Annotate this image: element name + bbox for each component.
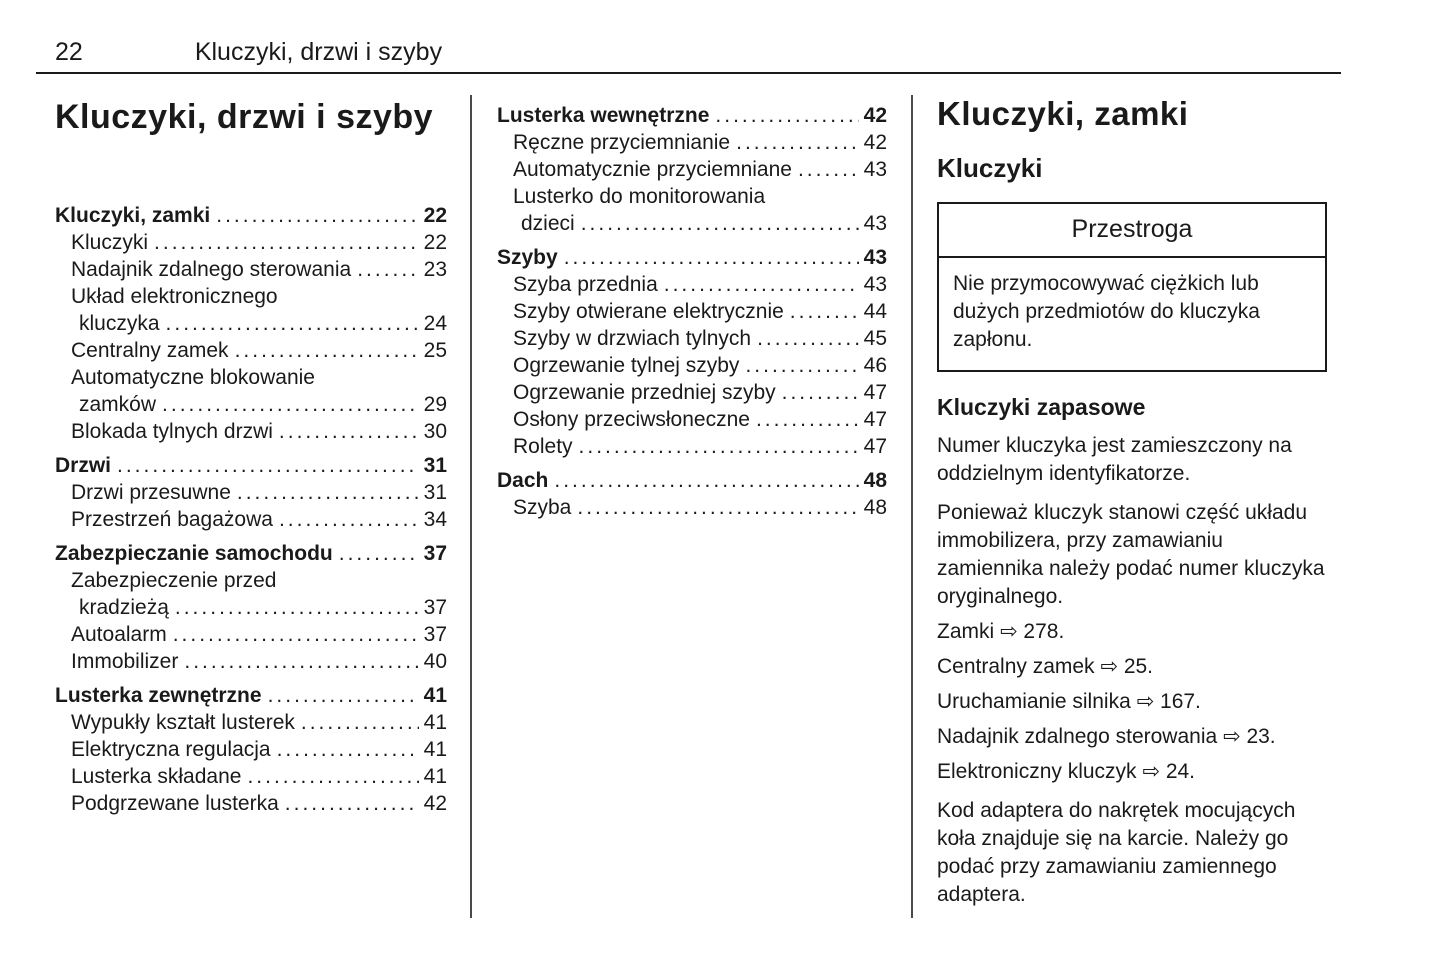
toc-entry-label: Lusterka wewnętrzne	[497, 104, 710, 127]
toc-entry-label-continued: kradzieżą	[79, 596, 169, 619]
toc-entry-page: 43	[863, 246, 887, 269]
toc-entry-page: 37	[423, 623, 447, 646]
dot-leader	[175, 594, 419, 621]
toc-entry-page: 48	[863, 496, 887, 519]
toc-entry[interactable]	[497, 102, 887, 129]
dot-leader	[564, 244, 859, 271]
toc-entry[interactable]	[55, 567, 447, 621]
toc-entry-label: Szyby	[497, 246, 558, 269]
toc-entry[interactable]	[497, 325, 887, 352]
toc-entry[interactable]	[55, 337, 447, 364]
toc-entry-label: Ręczne przyciemnianie	[513, 131, 731, 154]
toc-entry-page: 23	[423, 258, 447, 281]
cross-reference: Elektroniczny kluczyk ⇨ 24.	[937, 760, 1196, 783]
subsection-title: Kluczyki	[937, 153, 1043, 183]
body-paragraph: Numer kluczyka jest zamieszczony na oddzielnym identyfikatorze.	[937, 434, 1292, 485]
toc-entry-label: Szyba przednia	[513, 273, 658, 296]
toc-entry-page: 42	[863, 104, 887, 127]
toc-entry[interactable]	[55, 364, 447, 418]
cross-reference: Nadajnik zdalnego sterowania ⇨ 23.	[937, 725, 1276, 748]
toc-entry-page: 43	[863, 273, 887, 296]
chapter-heading: Kluczyki, drzwi i szyby	[55, 98, 434, 136]
dot-leader	[664, 271, 859, 298]
toc-entry-page: 37	[423, 596, 447, 619]
toc-entry[interactable]	[55, 283, 447, 337]
dot-leader	[581, 210, 859, 237]
toc-entry-label: Wypukły kształt lusterek	[71, 711, 295, 734]
toc-entry[interactable]	[497, 244, 887, 271]
toc-entry-label: Automatycznie przyciemniane	[513, 158, 792, 181]
toc-entry-label: Szyba	[513, 496, 572, 519]
toc-entry-page: 41	[423, 765, 447, 788]
toc-entry[interactable]	[55, 736, 447, 763]
dot-leader	[756, 406, 859, 433]
dot-leader	[782, 379, 859, 406]
toc-entry-page: 22	[423, 204, 447, 227]
subheading: Kluczyki zapasowe	[937, 394, 1146, 420]
toc-entry-page: 47	[863, 408, 887, 431]
toc-entry-page: 41	[423, 738, 447, 761]
table-of-contents	[55, 202, 447, 817]
toc-entry-page: 37	[423, 542, 447, 565]
cross-reference: Centralny zamek ⇨ 25.	[937, 655, 1154, 678]
toc-entry-label: Szyby otwierane elektrycznie	[513, 300, 784, 323]
dot-leader	[554, 467, 858, 494]
toc-entry-page: 41	[423, 711, 447, 734]
table-of-contents	[497, 102, 887, 521]
cross-reference: Uruchamianie silnika ⇨ 167.	[937, 690, 1201, 713]
toc-entry[interactable]	[497, 433, 887, 460]
toc-entry-page: 25	[423, 339, 447, 362]
toc-entry[interactable]	[55, 452, 447, 479]
toc-entry-label: Autoalarm	[71, 623, 167, 646]
toc-entry[interactable]	[55, 418, 447, 445]
toc-entry-label: Ogrzewanie tylnej szyby	[513, 354, 740, 377]
dot-leader	[173, 621, 419, 648]
toc-entry[interactable]	[497, 467, 887, 494]
toc-entry-label: Układ elektronicznego	[71, 285, 278, 308]
toc-entry[interactable]	[55, 506, 447, 533]
toc-entry[interactable]	[497, 183, 887, 237]
toc-entry[interactable]	[55, 682, 447, 709]
toc-entry[interactable]	[55, 202, 447, 229]
dot-leader	[237, 479, 419, 506]
dot-leader	[301, 709, 419, 736]
toc-entry[interactable]	[497, 298, 887, 325]
page-header	[55, 38, 442, 67]
dot-leader	[279, 506, 419, 533]
toc-entry-label: Blokada tylnych drzwi	[71, 420, 273, 443]
toc-entry-label: Kluczyki, zamki	[55, 204, 211, 227]
toc-entry[interactable]	[497, 406, 887, 433]
toc-entry-page: 40	[423, 650, 447, 673]
toc-entry-label: Lusterko do monitorowania	[513, 185, 766, 208]
dot-leader	[277, 736, 419, 763]
dot-leader	[216, 202, 418, 229]
dot-leader	[798, 156, 859, 183]
dot-leader	[715, 102, 858, 129]
dot-leader	[117, 452, 419, 479]
chapter-title: Kluczyki, drzwi i szyby	[194, 38, 443, 66]
toc-entry-label: Drzwi przesuwne	[71, 481, 231, 504]
caution-box	[937, 202, 1327, 372]
toc-entry[interactable]	[55, 621, 447, 648]
body-paragraph: Ponieważ kluczyk stanowi część układu immobilizera, przy zamawianiu zamiennika należy podać numer kluczyka oryginalnego.	[937, 501, 1325, 608]
toc-entry-page: 31	[423, 454, 447, 477]
toc-entry-label: Zabezpieczenie przed	[71, 569, 277, 592]
toc-entry-page: 47	[863, 381, 887, 404]
toc-entry[interactable]	[55, 648, 447, 675]
dot-leader	[235, 337, 419, 364]
toc-entry[interactable]	[55, 790, 447, 817]
dot-leader	[162, 391, 419, 418]
caution-title: Przestroga	[939, 204, 1325, 258]
dot-leader	[790, 298, 859, 325]
toc-entry-label: Centralny zamek	[71, 339, 229, 362]
toc-entry[interactable]	[497, 494, 887, 521]
toc-entry-page: 31	[423, 481, 447, 504]
toc-entry-label: Automatyczne blokowanie	[71, 366, 315, 389]
dot-leader	[166, 310, 419, 337]
toc-entry[interactable]	[497, 156, 887, 183]
dot-leader	[279, 418, 419, 445]
dot-leader	[268, 682, 419, 709]
toc-entry-page: 24	[423, 312, 447, 335]
toc-entry[interactable]	[55, 540, 447, 567]
dot-leader	[154, 229, 419, 256]
toc-entry-label: Dach	[497, 469, 549, 492]
dot-leader	[577, 494, 858, 521]
header-rule	[36, 72, 1341, 74]
toc-entry-label: Zabezpieczanie samochodu	[55, 542, 333, 565]
page-number: 22	[55, 38, 83, 66]
dot-leader	[745, 352, 858, 379]
column-divider	[911, 95, 913, 918]
toc-entry[interactable]	[55, 256, 447, 283]
section-title: Kluczyki, zamki	[937, 95, 1189, 132]
toc-entry-label-continued: kluczyka	[79, 312, 160, 335]
toc-entry-page: 22	[423, 231, 447, 254]
toc-entry[interactable]	[497, 129, 887, 156]
dot-leader	[247, 763, 418, 790]
toc-entry-label: Kluczyki	[71, 231, 149, 254]
toc-entry-page: 43	[863, 158, 887, 181]
toc-entry[interactable]	[55, 229, 447, 256]
dot-leader	[736, 129, 859, 156]
toc-entry-label: Nadajnik zdalnego sterowania	[71, 258, 352, 281]
toc-entry-page: 41	[423, 684, 447, 707]
dot-leader	[285, 790, 419, 817]
column-divider	[470, 95, 472, 918]
dot-leader	[579, 433, 859, 460]
toc-entry-page: 29	[423, 393, 447, 416]
toc-entry-label: Rolety	[513, 435, 573, 458]
dot-leader	[184, 648, 418, 675]
content-column	[937, 95, 1332, 909]
toc-entry-page: 44	[863, 300, 887, 323]
toc-column-1	[55, 95, 447, 817]
toc-entry-label: Lusterka składane	[71, 765, 242, 788]
toc-entry-label: Osłony przeciwsłoneczne	[513, 408, 750, 431]
toc-entry[interactable]	[497, 352, 887, 379]
toc-entry-page: 45	[863, 327, 887, 350]
dot-leader	[757, 325, 859, 352]
toc-entry-label: Ogrzewanie przedniej szyby	[513, 381, 776, 404]
caution-text: Nie przymocowywać ciężkich lub dużych przedmiotów do kluczyka zapłonu.	[953, 272, 1260, 351]
toc-entry-page: 30	[423, 420, 447, 443]
toc-entry-label: Lusterka zewnętrzne	[55, 684, 262, 707]
dot-leader	[339, 540, 419, 567]
dot-leader	[357, 256, 418, 283]
toc-entry-label: Elektryczna regulacja	[71, 738, 271, 761]
toc-entry-label-continued: dzieci	[521, 212, 575, 235]
toc-entry-page: 42	[423, 792, 447, 815]
toc-entry-label: Podgrzewane lusterka	[71, 792, 279, 815]
cross-reference: Zamki ⇨ 278.	[937, 620, 1065, 643]
toc-entry-label-continued: zamków	[79, 393, 157, 416]
toc-entry-page: 42	[863, 131, 887, 154]
body-paragraph: Kod adaptera do nakrętek mocujących koła znajduje się na karcie. Należy go podać przy zamawianiu zamiennego adaptera.	[937, 799, 1296, 906]
toc-entry-label: Drzwi	[55, 454, 112, 477]
toc-entry-page: 34	[423, 508, 447, 531]
toc-entry[interactable]	[497, 379, 887, 406]
toc-entry[interactable]	[55, 709, 447, 736]
toc-entry[interactable]	[55, 763, 447, 790]
toc-entry-label: Immobilizer	[71, 650, 179, 673]
toc-entry-page: 48	[863, 469, 887, 492]
toc-entry-page: 43	[863, 212, 887, 235]
toc-entry-label: Przestrzeń bagażowa	[71, 508, 273, 531]
toc-column-2	[497, 95, 887, 521]
toc-entry[interactable]	[497, 271, 887, 298]
toc-entry[interactable]	[55, 479, 447, 506]
toc-entry-page: 46	[863, 354, 887, 377]
toc-entry-label: Szyby w drzwiach tylnych	[513, 327, 752, 350]
toc-entry-page: 47	[863, 435, 887, 458]
